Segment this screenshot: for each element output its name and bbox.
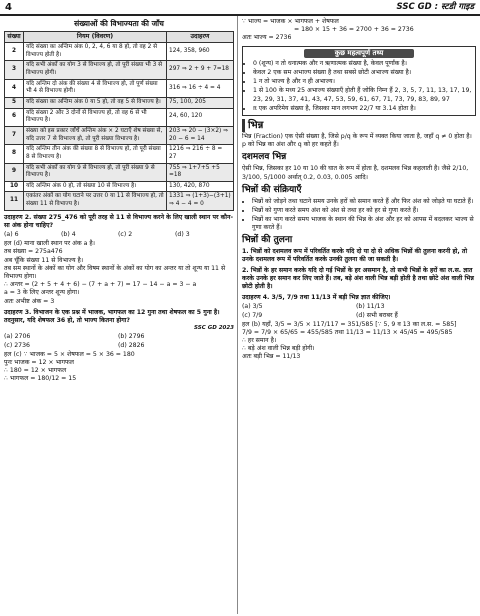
solution-line: अतः अभीष्ट अंक = 3 xyxy=(4,297,55,305)
section-heading-fraction: भिन्न xyxy=(242,119,476,132)
solution-line: a = 3 के लिए अन्तर शून्य होगा। xyxy=(4,289,80,297)
book-title: SSC GD : स्टडी गाइड xyxy=(396,2,474,12)
row-example: 203 ⇒ 20 − (3×2) ⇒ 20 − 6 = 14 xyxy=(167,126,234,144)
facts-list xyxy=(243,60,475,113)
row-example: 1216 ⇒ 216 ÷ 8 = 27 xyxy=(167,145,234,163)
table-row xyxy=(5,61,234,79)
operation-item: • भिन्नों को गुणा करते समय अंश को अंश से तथा हर को हर से गुणा करते हैं। xyxy=(252,207,476,215)
example-options xyxy=(4,333,234,349)
option: (d) 3 xyxy=(175,231,190,239)
fact-item: • 1 न तो भाज्य है और न ही अभाज्य। xyxy=(253,78,475,86)
right-column xyxy=(242,18,476,362)
row-number: 2 xyxy=(5,43,24,61)
row-rule: यदि संख्या 2 और 3 दोनों से विभाज्य हो, तो वह 6 से भी विभाज्य है। xyxy=(24,108,167,126)
operation-item: • भिन्नों का भाग करते समय भाजक के स्थान की भिन्न के अंश और हर को आपस में बदलकर भाज्य से गुणा करते हैं। xyxy=(252,216,476,232)
row-number: 5 xyxy=(5,98,24,109)
row-number: 4 xyxy=(5,79,24,97)
option: (c) 2736 xyxy=(4,341,30,349)
option: (d) सभी बराबर हैं xyxy=(356,311,398,319)
row-rule: यदि सभी अंकों का योग 9 से विभाज्य हो, तो पूरी संख्या 9 से विभाज्य है। xyxy=(24,163,167,181)
option: (d) 2826 xyxy=(118,341,145,349)
fact-item: • π एक अपरिमेय संख्या है, जिसका मान लगभग 22/7 या 3.14 होता है। xyxy=(253,105,475,113)
example-question: उदाहरण 2. संख्या 275_476 को पूरी तरह से 11 से विभाज्य करने के लिए खाली स्थान पर कौन-सा अंक होना चाहिए? xyxy=(4,213,234,229)
page-number: 4 xyxy=(5,2,12,13)
column-divider xyxy=(237,16,238,614)
example-options xyxy=(242,303,476,319)
table-row xyxy=(5,181,234,192)
fraction-definition: भिन्न (Fraction) एक ऐसी संख्या है, जिसे p/q के रूप में व्यक्त किया जाता है, जहाँ q ≠ 0 होता है। p को भिन्न का अंश और q को हर कहते हैं। xyxy=(242,133,472,149)
operations-list xyxy=(242,198,476,233)
solution-continued-line: अतः भाज्य = 2736 xyxy=(242,34,292,42)
row-rule: यदि सभी अंकों का योग 3 से विभाज्य हो, तो पूरी संख्या भी 3 से विभाज्य होगी। xyxy=(24,61,167,79)
table-row xyxy=(5,145,234,163)
table-header-row xyxy=(5,31,234,42)
table-row xyxy=(5,192,234,210)
solution-line: तब संख्या = 275a476 xyxy=(4,248,63,256)
solution-line: ∴ 180 = 12 × भागफल xyxy=(4,367,67,375)
table-title: संख्याओं की विभाज्यता की जाँच xyxy=(74,19,164,28)
option: (c) 2 xyxy=(118,231,133,239)
facts-title: कुछ महत्वपूर्ण तथ्य xyxy=(304,49,414,58)
important-facts-box xyxy=(242,46,476,116)
row-number: 7 xyxy=(5,126,24,144)
option: (b) 2796 xyxy=(118,333,145,341)
fact-item: • 1 से 100 के मध्य 25 अभाज्य संख्याएँ होती हैं जोकि निम्न हैं 2, 3, 5, 7, 11, 13, 17, 19, 23, 29, 31, 37, 41, 43, 47, 53, 59, 61, 67, 71, 73, 79, 83, 89, 97 xyxy=(253,87,475,103)
solution-line: हल (b) यहाँ, 3/5 = 3/5 × 117/117 = 351/585 [∵ 5, 9 व 13 का ल.स. = 585] xyxy=(242,320,457,328)
section-heading-fraction-comparison: भिन्नों की तुलना xyxy=(242,235,293,246)
option: (a) 2706 xyxy=(4,333,31,341)
table-row xyxy=(5,43,234,61)
solution-line: हल (c) ∵ भाजक = 5 × शेषफल = 5 × 36 = 180 xyxy=(4,350,135,358)
table-row xyxy=(5,98,234,109)
row-number: 9 xyxy=(5,163,24,181)
row-number: 6 xyxy=(5,108,24,126)
row-example: 1331 ⇒ (1+3)−(3+1) ⇒ 4 − 4 = 0 xyxy=(167,192,234,210)
row-rule: यदि अन्तिम अंक 0 हो, तो संख्या 10 से विभाज्य है। xyxy=(24,181,167,192)
row-example: 297 ⇒ 2 + 9 + 7=18 xyxy=(167,61,234,79)
exam-source: SSC GD 2023 xyxy=(194,325,234,332)
row-example: 75, 100, 205 xyxy=(167,98,234,109)
solution-line: 7/9 = 7/9 × 65/65 = 455/585 तथा 11/13 = 11/13 × 45/45 = 495/585 xyxy=(242,328,453,336)
solution-continued-line: = 180 × 15 + 36 = 2700 + 36 = 2736 xyxy=(294,26,414,34)
option: (a) 3/5 xyxy=(242,303,263,311)
table-header: नियम (विवरण) xyxy=(24,31,167,42)
row-example: 316 ⇒ 16 ÷ 4 = 4 xyxy=(167,79,234,97)
solution-line: ∴ बड़े अंश वाली भिन्न बड़ी होगी। xyxy=(242,345,315,353)
example-options xyxy=(4,231,234,239)
row-rule: यदि अन्तिम तीन अंक की संख्या 8 से विभाज्य हो, तो पूरी संख्या 8 से विभाज्य है। xyxy=(24,145,167,163)
row-number: 10 xyxy=(5,181,24,192)
page-header xyxy=(0,0,480,16)
option: (c) 7/9 xyxy=(242,311,263,319)
example-question: उदाहरण 4. 3/5, 7/9 तथा 11/13 में बड़ी भिन्न ज्ञात कीजिए। xyxy=(242,294,391,302)
row-example: 124, 358, 960 xyxy=(167,43,234,61)
row-rule: यदि संख्या का अन्तिम अंक 0 या 5 हो, तो वह 5 से विभाज्य है। xyxy=(24,98,167,109)
row-example: 24, 60, 120 xyxy=(167,108,234,126)
row-number: 11 xyxy=(5,192,24,210)
left-column xyxy=(4,18,234,384)
example-question: उदाहरण 3. विभाजन के एक प्रश्न में भाजक, भागफल का 12 गुना तथा शेषफल का 5 गुना है। तदनुसार, यदि शेषफल 36 हो, तो भाज्य कितना होगा? xyxy=(4,308,220,324)
solution-line: ∴ भागफल = 180/12 = 15 xyxy=(4,375,77,383)
fact-item: • केवल 2 एक सम अभाज्य संख्या है तथा सबसे छोटी अभाज्य संख्या है। xyxy=(253,69,475,77)
example-4 xyxy=(242,294,476,362)
option: (b) 4 xyxy=(61,231,76,239)
table-row xyxy=(5,108,234,126)
table-header: संख्या xyxy=(5,31,24,42)
comparison-point: 1. भिन्नों को दशमलव रूप में परिवर्तित करके यदि दो या दो से अधिक भिन्नों की तुलना करनी हो, तो उनके दशमलव रूप में परिवर्तित करके उनकी तुलना की जा सकती है। xyxy=(242,248,468,264)
solution-line: अब चूँकि संख्या 11 से विभाज्य है। xyxy=(4,256,84,264)
operation-item: • भिन्नों को जोड़ने तथा घटाने समय उनके हरों को समान करते हैं और फिर अंश को जोड़ते या घटाते हैं। xyxy=(252,198,476,206)
table-row xyxy=(5,79,234,97)
row-rule: यदि संख्या का अन्तिम अंक 0, 2, 4, 6 या 8 हो, तो वह 2 से विभाज्य होती है। xyxy=(24,43,167,61)
solution-line: पुनः भाजक = 12 × भागफल xyxy=(4,358,74,366)
section-heading-decimal-fraction: दशमलव भिन्न xyxy=(242,152,287,163)
row-rule: संख्या को इस प्रकार जाँचें अन्तिम अंक × 2 घटाएँ शेष संख्या से, यदि उत्तर 7 से विभाज्य हो, तो पूरी संख्या विभाज्य है। xyxy=(24,126,167,144)
solution-line: अतः बड़ी भिन्न = 11/13 xyxy=(242,353,301,361)
divisibility-table xyxy=(4,31,234,211)
row-rule: यदि अन्तिम दो अंक की संख्या 4 से विभाज्य हो, तो पूर्ण संख्या भी 4 से विभाज्य होगी। xyxy=(24,79,167,97)
row-number: 8 xyxy=(5,145,24,163)
fact-item: • 0 (शून्य) न तो धनात्मक और न ऋणात्मक संख्या है, केवल पूर्णांक है। xyxy=(253,60,475,68)
row-number: 3 xyxy=(5,61,24,79)
option: (b) 11/13 xyxy=(356,303,385,311)
row-example: 755 ⇒ 1+7+5 +5 =18 xyxy=(167,163,234,181)
row-rule: एकांतर अंकों का योग घटाने पर उत्तर 0 या 11 से विभाज्य हो, तो संख्या 11 से विभाज्य है। xyxy=(24,192,167,210)
section-heading-fraction-operations: भिन्नों की संक्रियाएँ xyxy=(242,184,302,195)
table-header: उदाहरण xyxy=(167,31,234,42)
example-3 xyxy=(4,309,234,384)
decimal-definition: ऐसी भिन्न, जिसका हर 10 या 10 की घात के रूप में होता है, दशमलव भिन्न कहलाती है। जैसे 2/10, 3/100, 5/1000 अर्थात् 0.2, 0.03, 0.005 आदि। xyxy=(242,165,469,181)
solution-line: हल (d) माना खाली स्थान पर अंक a है। xyxy=(4,240,95,248)
table-row xyxy=(5,163,234,181)
row-example: 130, 420, 870 xyxy=(167,181,234,192)
option: (a) 6 xyxy=(4,231,19,239)
example-2 xyxy=(4,214,234,306)
solution-continued-line: ∵ भाज्य = भाजक × भागफल + शेषफल xyxy=(242,18,339,25)
comparison-point: 2. भिन्नों के हर समान करके यदि दो गई भिन्नों के हर असमान है, तो सभी भिन्नों के हरों का ल.स. ज्ञात करके उनके हर समान कर लिए जाते हैं। तब, बड़े अंश वाली भिन्न बड़ी होती है तथा छोटे अंश वाली भिन्न छोटी होती है। xyxy=(242,266,474,290)
solution-line: ∴ हर समान है। xyxy=(242,337,277,345)
solution-line: ∴ अन्तर = (2 + 5 + 4 + 6) − (7 + a + 7) = 17 − 14 − a = 3 − a xyxy=(4,281,197,289)
solution-line: तब सम स्थानों के अंकों का योग और विषम स्थानों के अंकों का योग का अन्तर या तो शून्य या 11 से विभाज्य होगा। xyxy=(4,264,226,281)
table-row xyxy=(5,126,234,144)
